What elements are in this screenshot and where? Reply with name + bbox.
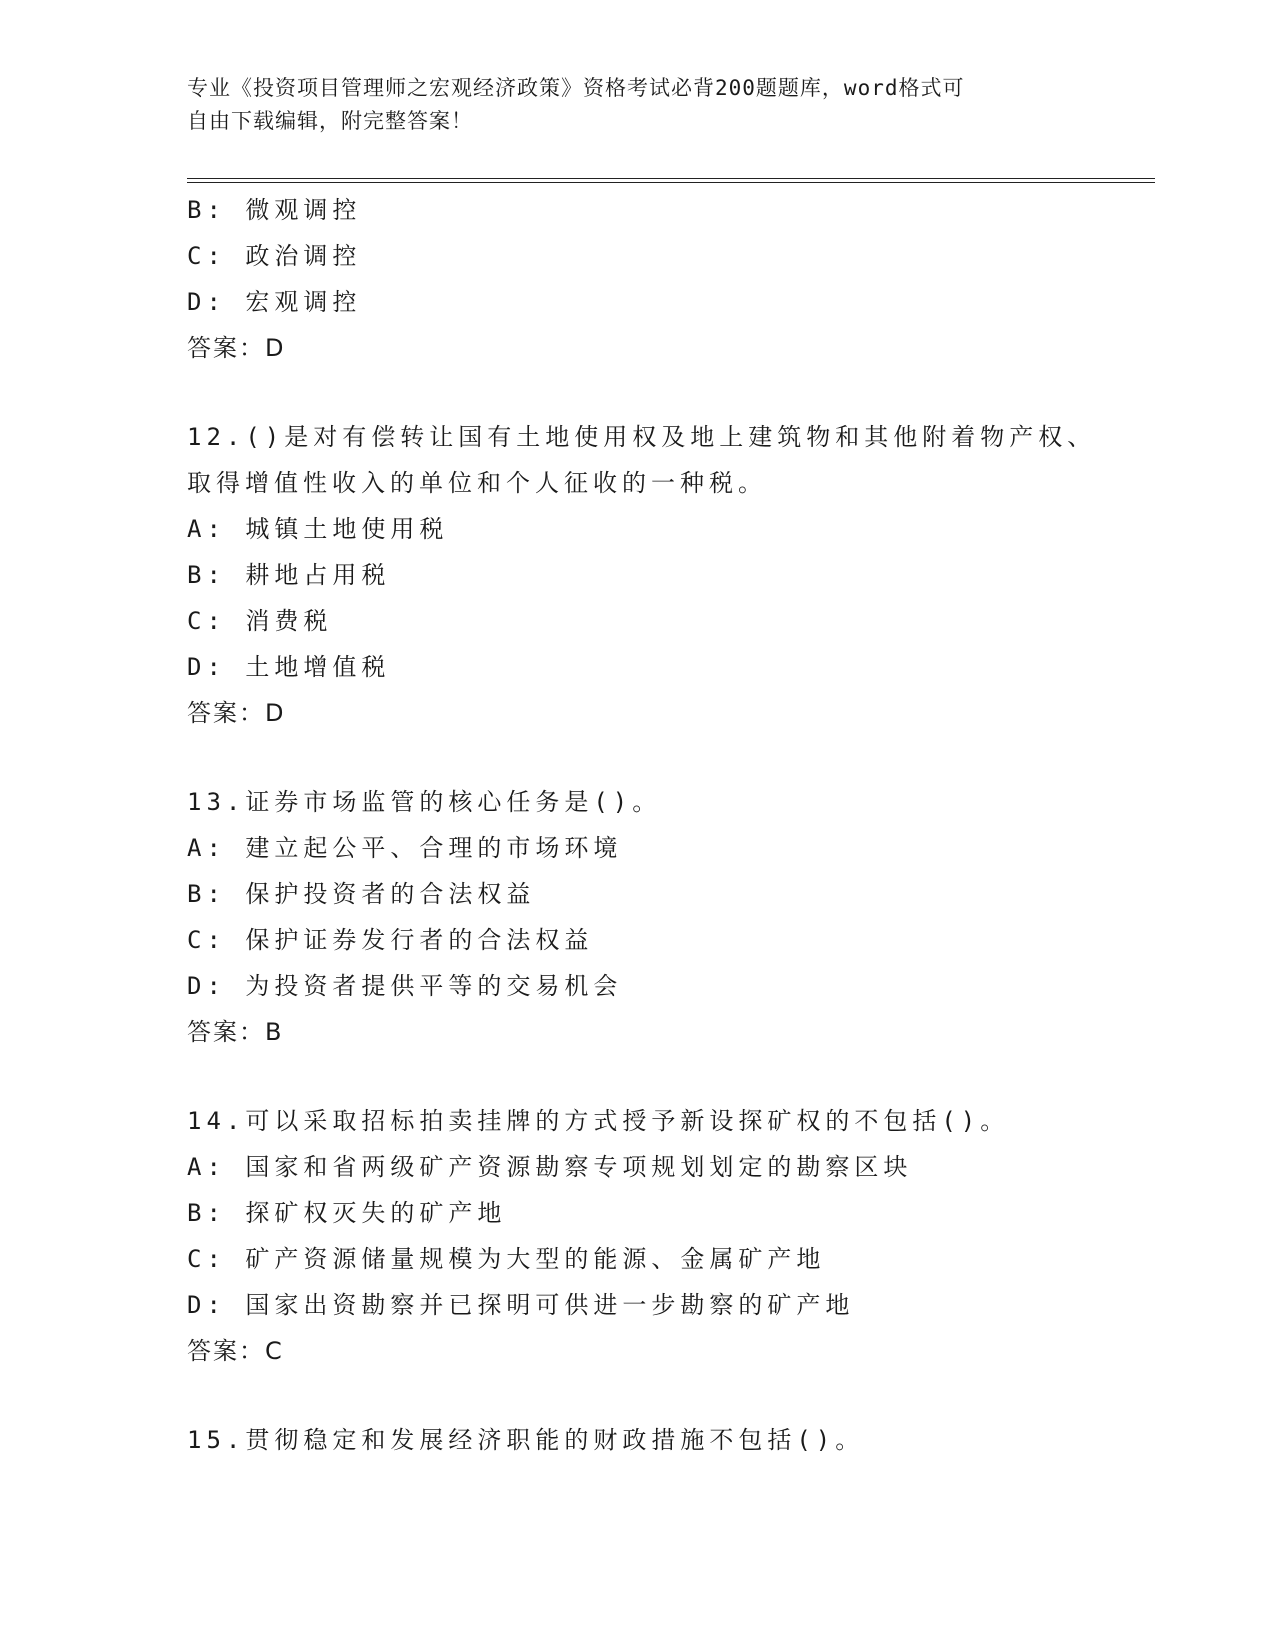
header-double-rule	[187, 178, 1155, 183]
question-13	[187, 779, 1155, 1055]
option-d: D: 土地增值税	[187, 653, 391, 681]
question-stem: 14.可以采取招标拍卖挂牌的方式授予新设探矿权的不包括()。	[187, 1107, 1010, 1135]
option-b: B: 保护投资者的合法权益	[187, 880, 536, 908]
question-stem: 13.证券市场监管的核心任务是()。	[187, 788, 662, 816]
question-stem: 15.贯彻稳定和发展经济职能的财政措施不包括()。	[187, 1426, 865, 1454]
option-d: D: 为投资者提供平等的交易机会	[187, 972, 623, 1000]
answer: 答案：C	[187, 1337, 284, 1365]
option-c: C: 保护证券发行者的合法权益	[187, 926, 594, 954]
answer: 答案：B	[187, 1018, 284, 1046]
option-c: C: 消费税	[187, 607, 333, 635]
header-line-1: 专业《投资项目管理师之宏观经济政策》资格考试必背200题题库，word格式可	[187, 76, 965, 100]
question-11	[187, 187, 1155, 371]
question-12	[187, 414, 1155, 736]
option-d: D: 宏观调控	[187, 288, 362, 316]
header-line-2: 自由下载编辑，附完整答案！	[187, 109, 473, 133]
question-14	[187, 1098, 1155, 1374]
option-d: D: 国家出资勘察并已探明可供进一步勘察的矿产地	[187, 1291, 855, 1319]
option-b: B: 微观调控	[187, 196, 362, 224]
document-header	[187, 72, 1067, 138]
document-page	[187, 0, 1155, 1650]
question-15	[187, 1417, 1155, 1463]
option-a: A: 城镇土地使用税	[187, 515, 449, 543]
option-b: B: 耕地占用税	[187, 561, 391, 589]
answer: 答案：D	[187, 699, 286, 727]
option-c: C: 矿产资源储量规模为大型的能源、金属矿产地	[187, 1245, 826, 1273]
option-b: B: 探矿权灭失的矿产地	[187, 1199, 507, 1227]
answer: 答案：D	[187, 334, 286, 362]
question-stem-line-1: 12.()是对有偿转让国有土地使用权及地上建筑物和其他附着物产权、	[187, 423, 1097, 451]
question-list	[187, 187, 1155, 1463]
question-stem-line-2: 取得增值性收入的单位和个人征收的一种税。	[187, 469, 767, 497]
option-a: A: 国家和省两级矿产资源勘察专项规划划定的勘察区块	[187, 1153, 913, 1181]
option-a: A: 建立起公平、合理的市场环境	[187, 834, 623, 862]
option-c: C: 政治调控	[187, 242, 362, 270]
